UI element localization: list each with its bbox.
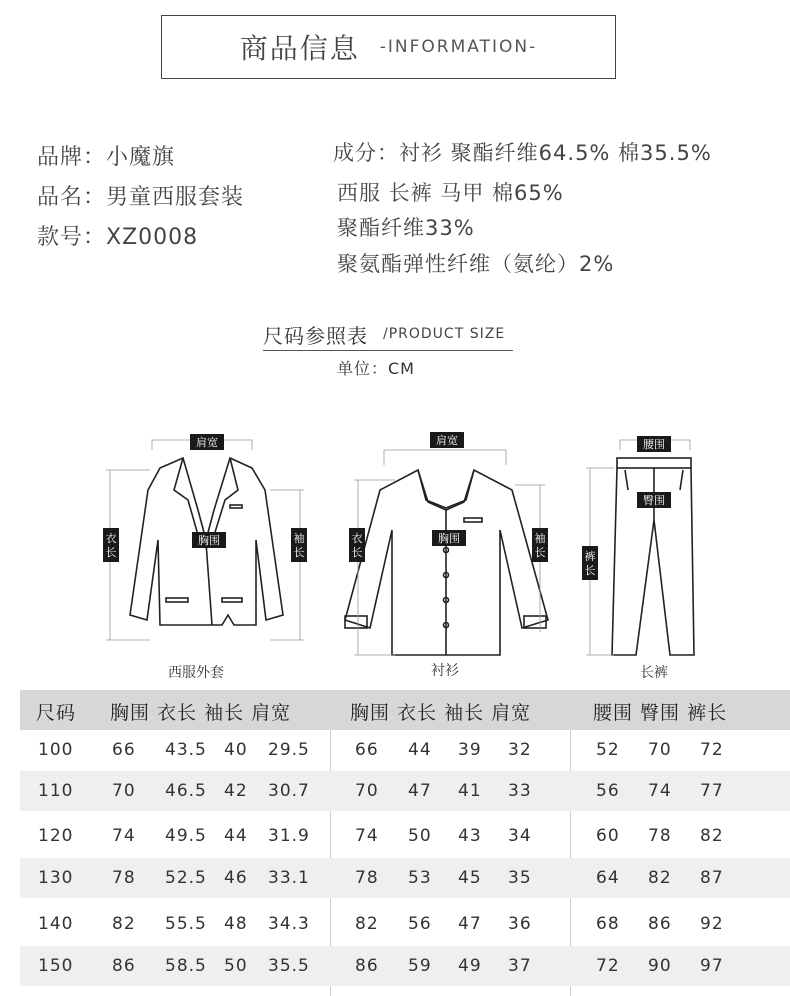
shirt-cell: 36 [508,914,532,934]
title-en: -INFORMATION- [379,37,538,57]
jacket-cell: 55.5 [165,914,207,934]
pants-cell: 70 [648,740,672,760]
jacket-cell: 44 [224,826,248,846]
pants-cell: 64 [596,868,620,888]
table-row [20,858,790,898]
product-code-line: 款号：XZ0008 [37,225,199,250]
pants-cell: 86 [648,914,672,934]
pants-cell: 52 [596,740,620,760]
jacket-cell: 52.5 [165,868,207,888]
shirt-cell: 43 [458,826,482,846]
pants-cell: 60 [596,826,620,846]
shirt-cell: 37 [508,956,532,976]
shirt-cell: 47 [408,781,432,801]
jacket-cell: 46 [224,868,248,888]
shirt-cell: 32 [508,740,532,760]
size-chart-title-cn: 尺码参照表 [263,324,368,348]
shirt-cell: 44 [408,740,432,760]
pants-caption: 长裤 [640,665,668,681]
jacket-cell: 40 [224,740,248,760]
jacket-shoulder-label: 肩宽 [196,436,218,449]
jacket-sleeve-label: 袖 [293,532,305,545]
shirt-cell: 59 [408,956,432,976]
jacket-caption: 西服外套 [168,665,224,681]
jacket-cell: 86 [112,956,136,976]
section-title-box [161,15,616,79]
jacket-cell: 43.5 [165,740,207,760]
jacket-length-label: 衣 [105,532,117,545]
size-cell: 100 [38,740,74,760]
table-row [20,904,790,944]
shirt-cell: 66 [355,740,379,760]
shirt-cell: 50 [408,826,432,846]
jacket-cell: 66 [112,740,136,760]
size-cell: 140 [38,914,74,934]
pants-hip-label: 臀围 [643,494,665,507]
size-chart-title-en: /PRODUCT SIZE [383,326,506,342]
pants-cell: 72 [700,740,724,760]
pants-cell: 74 [648,781,672,801]
jacket-chest-label: 胸围 [198,534,220,547]
composition-line-3: 聚酯纤维33% [337,216,475,240]
jacket-cell: 49.5 [165,826,207,846]
header-jacket: 胸围 衣长 袖长 肩宽 [110,702,292,724]
jacket-measure-tags [103,434,307,562]
pants-waist-label: 腰围 [643,438,665,451]
jacket-cell: 74 [112,826,136,846]
jacket-cell: 58.5 [165,956,207,976]
shirt-shoulder-label: 肩宽 [436,434,458,447]
unit-label: 单位：CM [337,359,415,378]
size-table-header [20,690,790,730]
shirt-length-label-2: 长 [351,546,363,559]
shirt-caption: 衬衫 [431,663,459,679]
jacket-cell: 46.5 [165,781,207,801]
shirt-cell: 49 [458,956,482,976]
product-name-line: 品名：男童西服套装 [37,185,245,210]
header-size: 尺码 [36,702,77,724]
brand-line: 品牌：小魔旗 [37,145,176,170]
shirt-cell: 35 [508,868,532,888]
jacket-cell: 31.9 [268,826,310,846]
size-table [20,690,790,996]
pants-length-label-2: 长 [584,564,596,577]
pants-cell: 72 [596,956,620,976]
shirt-cell: 78 [355,868,379,888]
shirt-cell: 56 [408,914,432,934]
pants-cell: 56 [596,781,620,801]
header-shirt: 胸围 衣长 袖长 肩宽 [350,702,532,724]
pants-cell: 78 [648,826,672,846]
pants-cell: 97 [700,956,724,976]
pants-length-label: 裤 [584,550,596,563]
jacket-cell: 29.5 [268,740,310,760]
size-cell: 130 [38,868,74,888]
jacket-cell: 78 [112,868,136,888]
jacket-cell: 82 [112,914,136,934]
pants-cell: 87 [700,868,724,888]
jacket-length-label-2: 长 [105,546,117,559]
table-row [20,730,790,770]
composition-line-1: 成分：衬衫 聚酯纤维64.5% 棉35.5% [333,141,712,165]
jacket-cell: 50 [224,956,248,976]
jacket-cell: 48 [224,914,248,934]
shirt-cell: 47 [458,914,482,934]
pants-cell: 90 [648,956,672,976]
shirt-chest-label: 胸围 [438,532,460,545]
composition-line-4: 聚氨酯弹性纤维（氨纶）2% [337,252,615,276]
jacket-cell: 42 [224,781,248,801]
shirt-cell: 33 [508,781,532,801]
table-row [20,946,790,986]
garment-diagrams [0,410,790,690]
shirt-sleeve-label-2: 长 [534,546,546,559]
shirt-cell: 86 [355,956,379,976]
shirt-cell: 53 [408,868,432,888]
size-cell: 110 [38,781,74,801]
shirt-cell: 41 [458,781,482,801]
shirt-cell: 34 [508,826,532,846]
shirt-cell: 70 [355,781,379,801]
jacket-cell: 30.7 [268,781,310,801]
size-chart-heading [263,320,513,351]
shirt-cell: 74 [355,826,379,846]
table-row [20,816,790,856]
jacket-sleeve-label-2: 长 [293,546,305,559]
table-row [20,771,790,811]
pants-cell: 82 [648,868,672,888]
pants-cell: 82 [700,826,724,846]
garment-diagram-svg [0,410,790,690]
shirt-sleeve-label: 袖 [534,532,546,545]
jacket-cell: 70 [112,781,136,801]
title-cn: 商品信息 [239,32,360,65]
pants-cell: 68 [596,914,620,934]
size-cell: 150 [38,956,74,976]
shirt-length-label: 衣 [351,532,363,545]
header-pants: 腰围 臀围 裤长 [593,702,728,724]
composition-line-2: 西服 长裤 马甲 棉65% [337,181,564,205]
pants-cell: 77 [700,781,724,801]
shirt-cell: 82 [355,914,379,934]
shirt-cell: 39 [458,740,482,760]
jacket-cell: 34.3 [268,914,310,934]
jacket-cell: 33.1 [268,868,310,888]
pants-cell: 92 [700,914,724,934]
shirt-cell: 45 [458,868,482,888]
size-cell: 120 [38,826,74,846]
jacket-cell: 35.5 [268,956,310,976]
